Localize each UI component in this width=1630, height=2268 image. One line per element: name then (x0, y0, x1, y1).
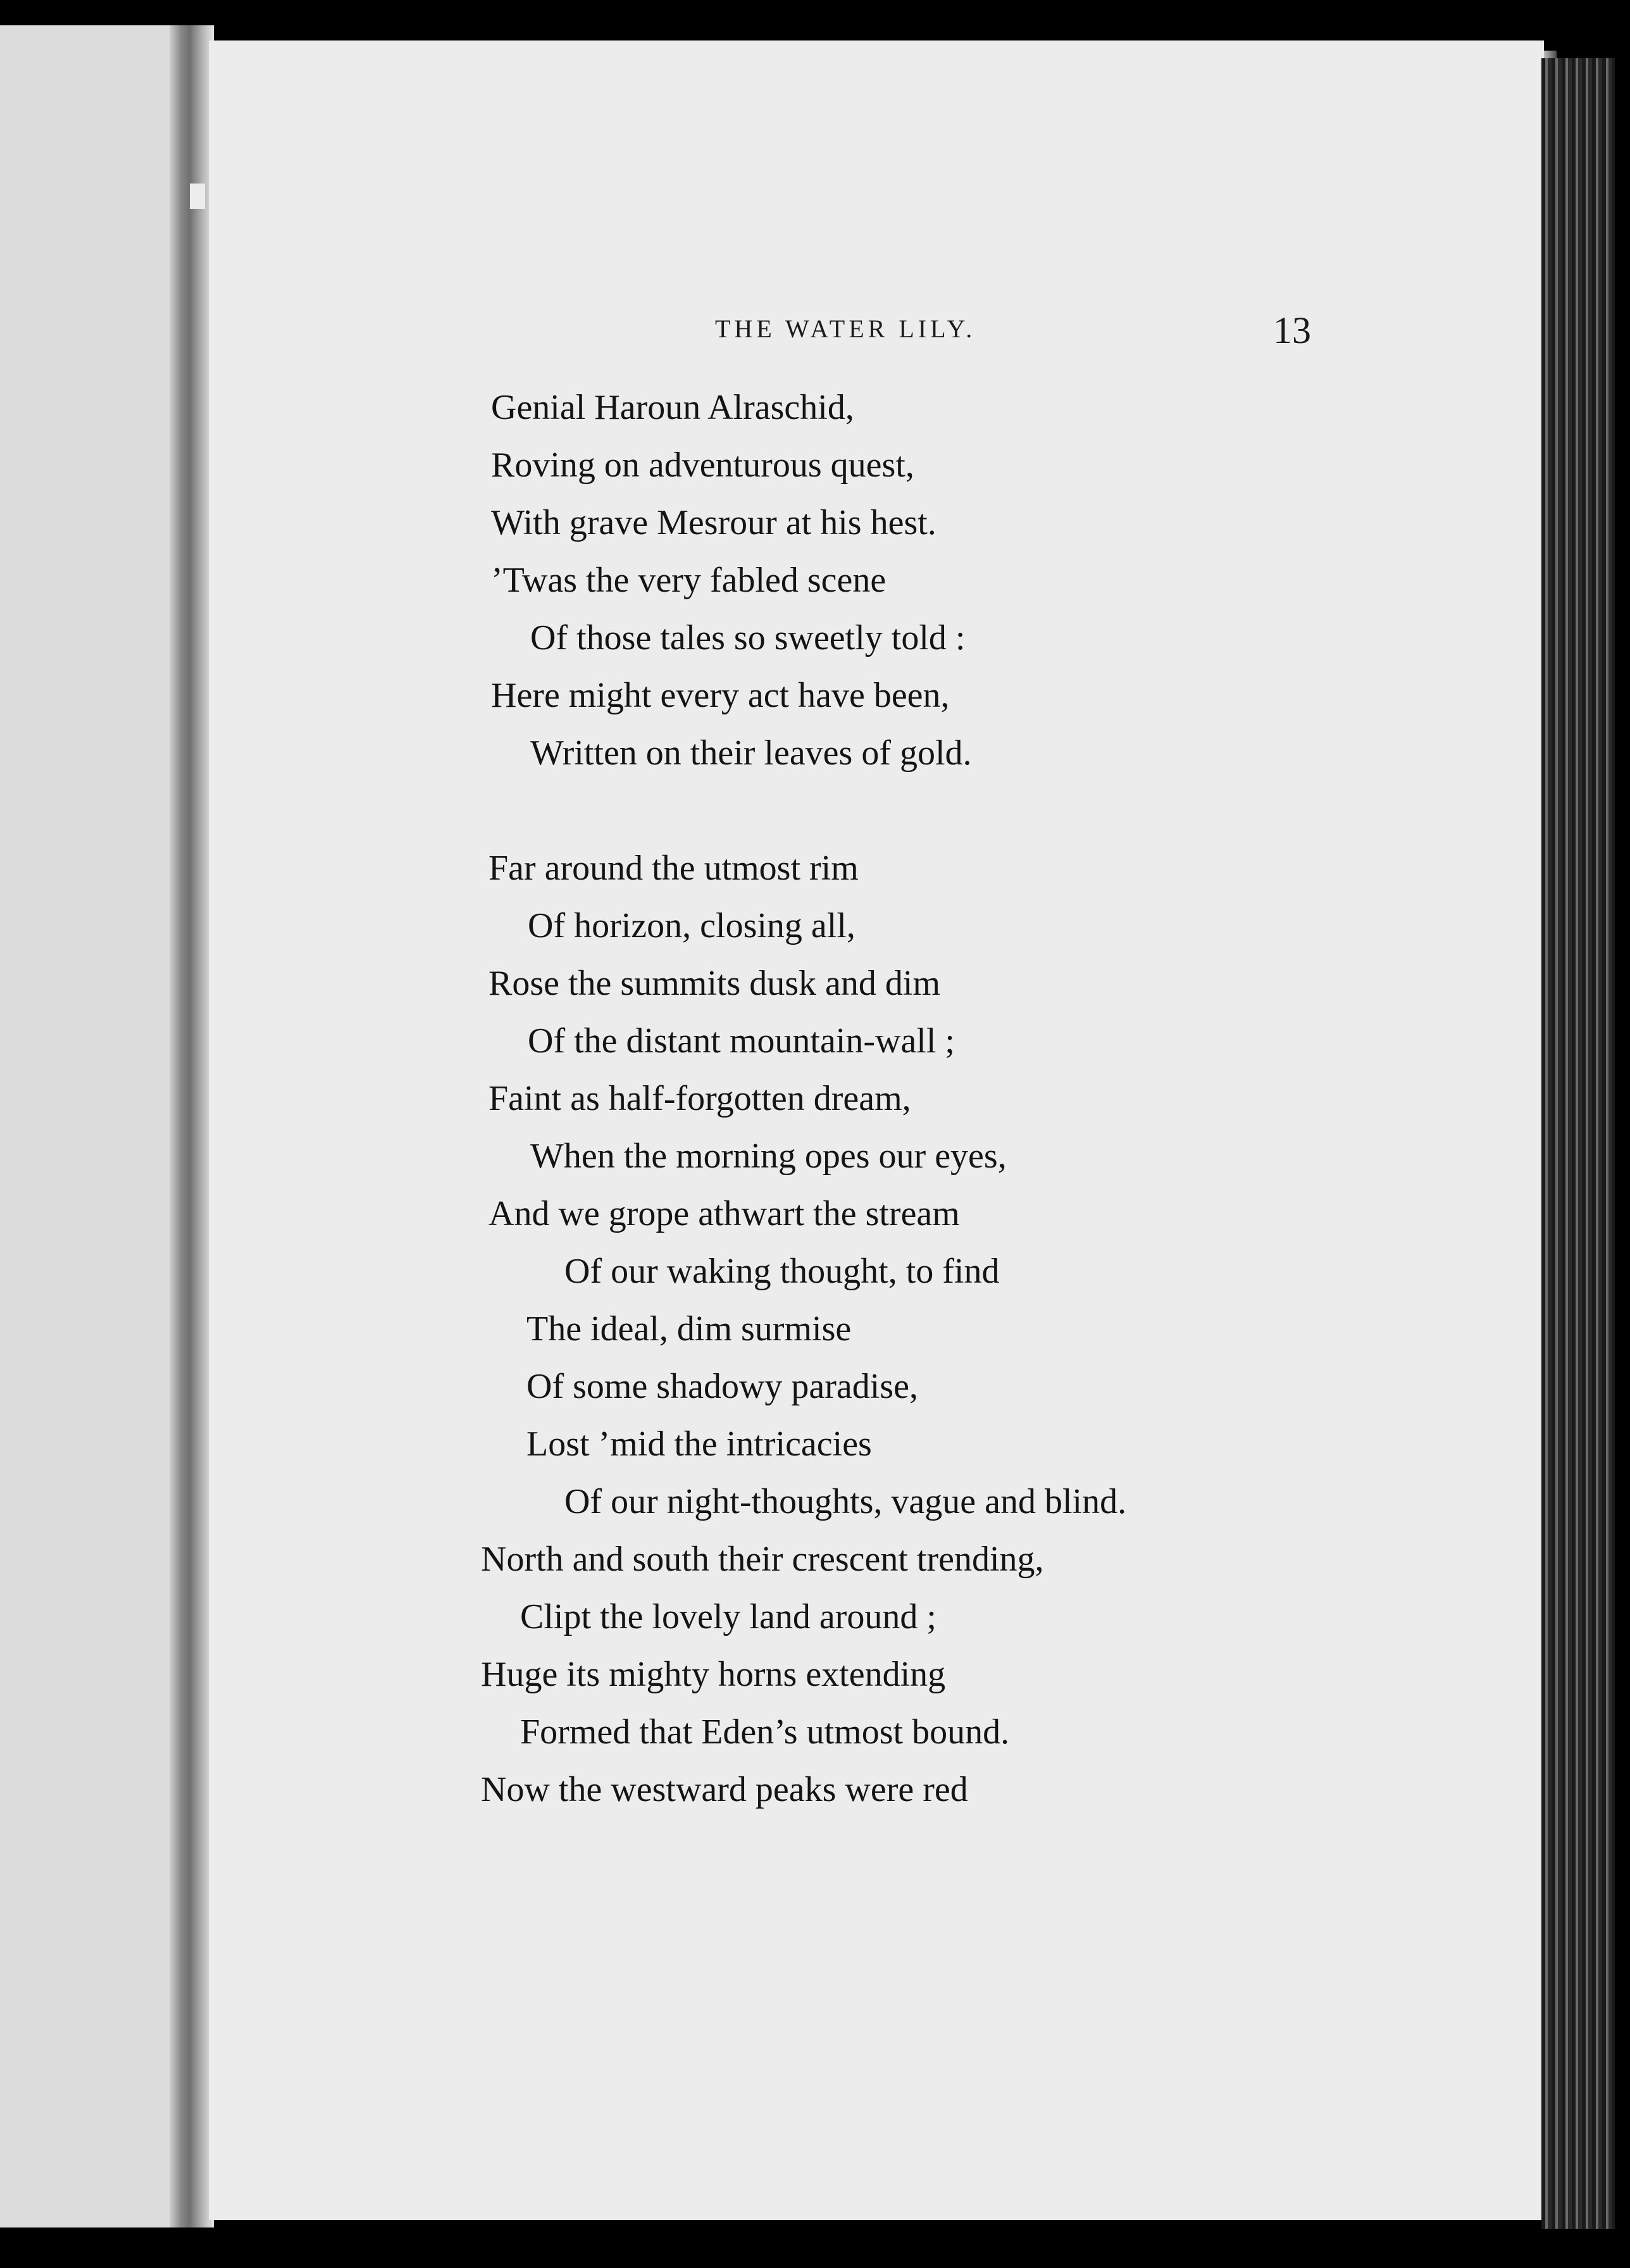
poem-line: Huge its mighty horns extending (481, 1655, 946, 1694)
running-head: THE WATER LILY. (715, 315, 976, 343)
poem-line: Of the distant mountain-wall ; (528, 1021, 955, 1061)
poem-line: ’Twas the very fabled scene (491, 561, 887, 600)
poem-line: Clipt the lovely land around ; (520, 1597, 936, 1636)
poem-line: Faint as half-forgotten dream, (488, 1079, 911, 1118)
poem-line: Of horizon, closing all, (528, 906, 855, 945)
poem-line: Of some shadowy paradise, (526, 1367, 918, 1406)
poem-line: Of our waking thought, to find (564, 1252, 1000, 1291)
poem-line: North and south their crescent trending, (481, 1540, 1044, 1579)
poem-line: Rose the summits dusk and dim (488, 964, 940, 1003)
poem-line: Lost ’mid the intricacies (526, 1424, 872, 1464)
poem-line: Of our night-thoughts, vague and blind. (564, 1482, 1127, 1521)
poem-line: When the morning opes our eyes, (530, 1137, 1007, 1176)
poem-line: The ideal, dim surmise (526, 1309, 852, 1349)
poem-line: Roving on adventurous quest, (491, 446, 914, 485)
poem-line: Here might every act have been, (491, 676, 950, 715)
poem-line: Written on their leaves of gold. (530, 733, 972, 773)
poem-line: Genial Haroun Alraschid, (491, 388, 854, 427)
poem-line: With grave Mesrour at his hest. (491, 503, 936, 542)
poem-line: Formed that Eden’s utmost bound. (520, 1712, 1010, 1752)
poem-line: Of those tales so sweetly told : (530, 618, 966, 657)
poem-line: Far around the utmost rim (488, 849, 859, 888)
poem-line: And we grope athwart the stream (488, 1194, 960, 1233)
poem-line: Now the westward peaks were red (481, 1770, 968, 1809)
page-number: 13 (1273, 309, 1311, 351)
